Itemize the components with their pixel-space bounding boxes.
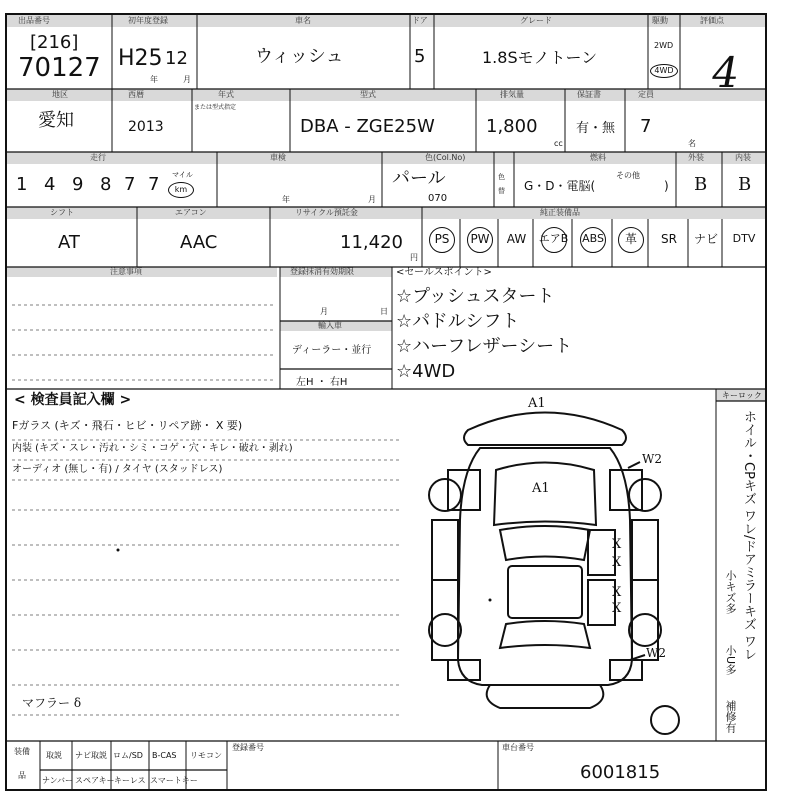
equipment-leather: 革	[624, 232, 637, 246]
equipment-airbag: エアB	[538, 232, 569, 245]
import-header: 輸入車	[318, 321, 342, 330]
interior-note: 内装 (キズ・スレ・汚れ・シミ・コゲ・穴・キレ・破れ・剥れ)	[12, 443, 293, 454]
equipment-sunroof: SR	[661, 232, 677, 246]
footer-label: 装備	[14, 747, 30, 756]
mileage-digit-5: 7	[124, 174, 136, 195]
type-header: 型式	[360, 90, 376, 99]
footer-item-nav-manual: ナビ取説	[75, 751, 107, 760]
sale-point-4: ☆4WD	[396, 361, 456, 382]
footer-item-smart-key: スマートキー	[150, 776, 198, 785]
equipment-dtv: DTV	[732, 232, 756, 245]
mileage-digit-1: 1	[16, 174, 28, 195]
grade-value: 1.8Sモノトーン	[482, 48, 598, 67]
door-count: 5	[414, 46, 426, 67]
year-value: 2013	[128, 119, 164, 135]
footer-item-remote: リモコン	[190, 751, 222, 760]
key-lock-header: キーロック	[722, 391, 762, 400]
fuel-close: )	[664, 179, 669, 193]
recycle-header: リサイクル預託金	[295, 208, 358, 217]
aircon-header: エアコン	[175, 208, 207, 217]
notes-header: 注意事項	[110, 267, 142, 276]
inspector-header: < 検査員記入欄 >	[14, 392, 132, 408]
equipment-abs: ABS	[582, 232, 604, 245]
side-note-4: 補修有	[724, 700, 737, 733]
inspection-header: 車検	[270, 153, 286, 162]
inspection-tsuki: 月	[368, 195, 376, 204]
footer-item-keyless: キーレス	[114, 776, 146, 785]
side-note-2: 小キズ多	[724, 570, 737, 614]
color-code: 070	[428, 193, 448, 204]
mileage-digit-4: 8	[100, 174, 112, 195]
mark-right-rear: W2	[646, 646, 666, 660]
mileage-digit-3: 9	[72, 174, 84, 195]
first-reg-month: 12	[165, 48, 188, 69]
mark-bonnet: A1	[532, 481, 550, 496]
lot-header: 出品番号	[18, 16, 50, 25]
era-year: H25	[118, 46, 163, 71]
tsuki-label: 月	[183, 75, 191, 84]
car-name: ウィッシュ	[255, 46, 344, 67]
footer-item-spare-key: スペアキー	[75, 776, 115, 785]
sale-points-header: <セールスポイント>	[396, 267, 492, 278]
reg-month-label: 月	[320, 307, 328, 316]
sale-point-1: ☆プッシュスタート	[396, 286, 555, 307]
mark-x-4: X	[612, 601, 622, 616]
footer-item-rom: ロム/SD	[113, 751, 143, 760]
grade-sub-header: または型式指定	[194, 104, 237, 111]
warranty-value: 有・無	[576, 121, 616, 136]
footer-item-plate: ナンバー	[42, 776, 74, 785]
type-value: DBA - ZGE25W	[300, 116, 435, 137]
aircon-value: AAC	[180, 232, 218, 253]
lot-number: 70127	[18, 53, 101, 83]
footer-label-2: 品	[18, 771, 26, 780]
first-reg-header: 初年度登録	[128, 16, 168, 25]
warranty-header: 保証書	[577, 90, 601, 99]
chassis-number: 6001815	[580, 762, 661, 783]
doors-header: ドア	[412, 16, 428, 25]
model-year-header: 年式	[218, 90, 234, 99]
equipment-pw: PW	[470, 232, 490, 246]
mark-front-bumper: A1	[528, 396, 546, 411]
interior-grade: B	[738, 174, 752, 195]
audio-note: オーディオ (無し・有) / タイヤ (スタッドレス)	[12, 464, 223, 475]
fuel-other: その他	[616, 171, 640, 180]
mileage-unit-km: km	[168, 182, 194, 198]
drive-header: 駆動	[652, 16, 668, 25]
register-header: 登録番号	[232, 743, 264, 752]
side-note-1: ホイル・CPキズ ワレ/ドアミラーキズ ワレ	[741, 410, 756, 661]
equipment-ps: PS	[434, 232, 450, 246]
footer-item-bcas: B-CAS	[152, 751, 177, 760]
fuel-value: G・D・電脳(	[524, 179, 596, 193]
handle-side: 左H ・ 右H	[296, 377, 348, 388]
interior-header: 内装	[735, 153, 751, 162]
sale-point-3: ☆ハーフレザーシート	[396, 336, 573, 357]
side-note-3: 小U多	[724, 645, 737, 676]
equipment-aw: AW	[506, 232, 527, 246]
exterior-grade: B	[694, 174, 708, 195]
sale-point-2: ☆パドルシフト	[396, 311, 520, 332]
exterior-header: 外装	[688, 153, 704, 162]
shift-header: シフト	[50, 208, 74, 217]
drive-2wd: 2WD	[654, 41, 674, 50]
color-header: 色(Col.No)	[425, 153, 466, 162]
equipment-header: 純正装備品	[540, 208, 580, 217]
displacement-value: 1,800	[486, 116, 538, 137]
inspection-nen: 年	[282, 195, 290, 204]
chassis-header: 車台番号	[502, 743, 534, 752]
drive-4wd: 4WD	[650, 64, 678, 78]
mark-x-3: X	[612, 585, 622, 600]
mileage-digit-6: 7	[148, 174, 160, 195]
mileage-header: 走行	[90, 153, 106, 162]
capacity-value: 7	[640, 116, 652, 137]
fuel-header: 燃料	[590, 153, 606, 162]
reg-expiry-header: 登録抹消有効期限	[290, 267, 354, 276]
yen-unit: 円	[410, 253, 418, 262]
color-change-label: 色替	[498, 173, 505, 195]
mark-x-1: X	[612, 537, 622, 552]
import-type: ディーラー・並行	[292, 345, 372, 356]
score-value: 4	[707, 48, 744, 97]
score-header: 評価点	[700, 16, 724, 25]
nen-label: 年	[150, 75, 158, 84]
reg-day-label: 日	[380, 307, 388, 316]
glass-note: Fガラス (キズ・飛石・ヒビ・リペア跡・ X 要)	[12, 419, 243, 432]
cc-unit: cc	[554, 139, 563, 148]
shift-value: AT	[58, 232, 80, 253]
mileage-digit-2: 4	[44, 174, 56, 195]
capacity-unit: 名	[688, 139, 696, 148]
muffler-note: マフラー δ	[22, 696, 82, 710]
capacity-header: 定員	[638, 90, 654, 99]
recycle-value: 11,420	[340, 232, 403, 253]
equipment-navi: ナビ	[693, 232, 718, 246]
mileage-unit-mile: マイル	[172, 171, 193, 179]
displacement-header: 排気量	[500, 90, 524, 99]
footer-item-manual: 取説	[46, 751, 62, 760]
car-name-header: 車名	[295, 16, 311, 25]
mark-x-2: X	[612, 555, 622, 570]
mark-right-front: W2	[642, 452, 662, 466]
region-header: 地区	[52, 90, 68, 99]
year-header: 西暦	[128, 90, 144, 99]
color-name: パール	[392, 168, 446, 189]
region-value: 愛知	[38, 110, 74, 131]
grade-header: グレード	[520, 16, 552, 25]
lot-code: [216]	[30, 32, 79, 53]
